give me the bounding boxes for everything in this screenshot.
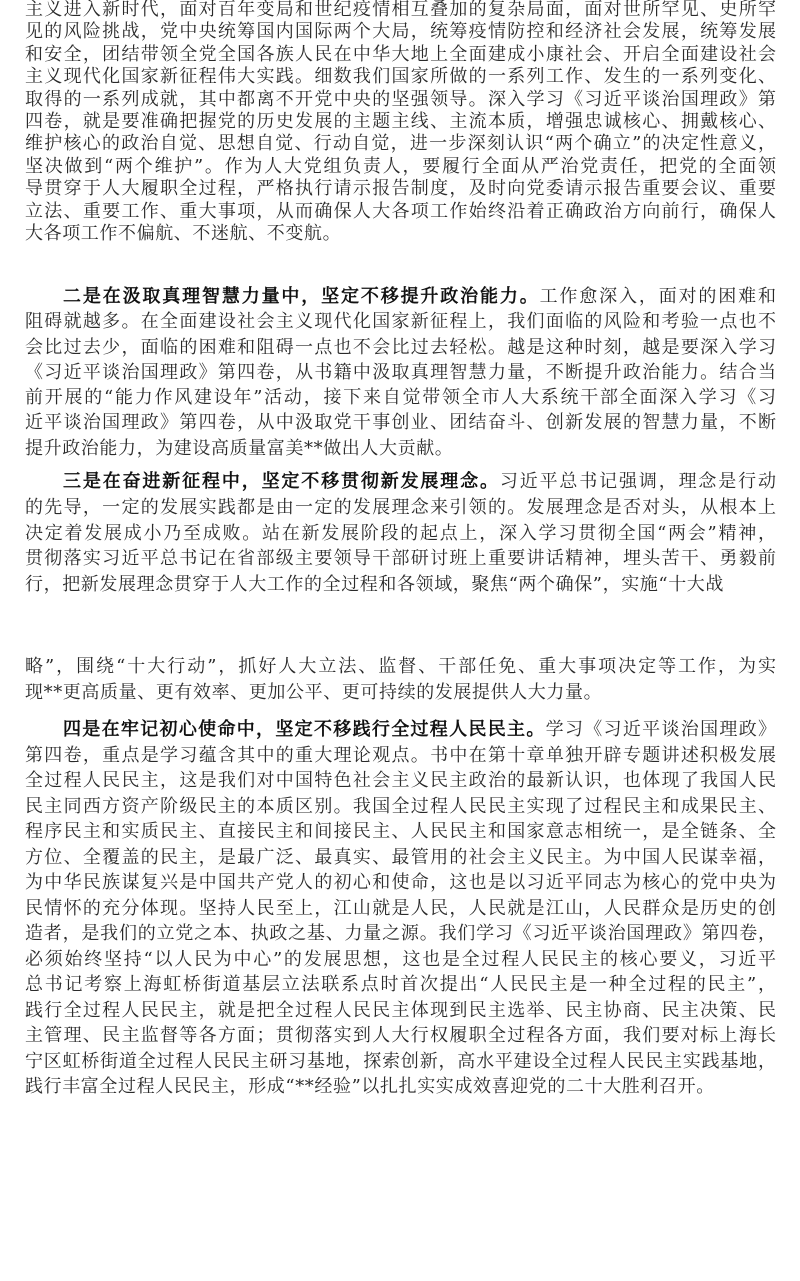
body-text: 民情怀的充分体现。坚持人民至上，江山就是人民，人民就是江山，人民群众是历史的创 — [25, 897, 776, 919]
text-line — [25, 521, 776, 547]
text-line — [25, 546, 776, 572]
paragraph-new-development-continued — [25, 654, 776, 705]
text-line — [25, 998, 776, 1024]
body-text: 主管理、民主监督等各方面；贯彻落实到人大行权履职全过程各方面，我们要对标上海长 — [25, 1025, 776, 1046]
body-text: 决定着发展成小乃至成败。站在新发展阶段的起点上，深入学习贯彻全国“两会”精神， — [25, 522, 776, 544]
text-line — [25, 1074, 776, 1100]
body-text: 大各项工作不偏航、不迷航、不变航。 — [25, 222, 342, 244]
text-line — [25, 845, 776, 871]
text-line — [63, 717, 776, 743]
body-text: 和安全，团结带领全党全国各族人民在中华大地上全面建成小康社会、开启全面建设社会 — [25, 43, 776, 65]
body-text: 主义现代化国家新征程伟大实践。细数我们国家所做的一系列工作、发生的一系列变化、 — [25, 66, 776, 88]
body-text: 立法、重要工作、重大事项，从而确保人大各项工作始终沿着正确政治方向前行，确保人 — [25, 200, 776, 222]
text-line — [25, 89, 776, 111]
body-text: 必须始终坚持“以人民为中心”的发展思想，这也是全过程人民民主的核心要义，习近平 — [25, 948, 776, 970]
text-line — [25, 947, 776, 973]
body-text: 造者，是我们的立党之本、执政之基、力量之源。我们学习《习近平谈治国理政》第四卷， — [25, 923, 776, 944]
text-line — [25, 768, 776, 794]
body-text: 贯彻落实习近平总书记在省部级主要领导干部研讨班上重要讲话精神，埋头苦干、勇毅前 — [25, 548, 776, 570]
body-text: 总书记考察上海虹桥街道基层立法联系点时首次提出“人民民主是一种全过程的民主”， — [25, 974, 776, 995]
text-line — [25, 156, 776, 178]
body-text: 主义进入新时代，面对百年变局和世纪疫情相互叠加的复杂局面，面对世所罕见、史所罕 — [25, 0, 776, 20]
body-text: 程序民主和实质民主、直接民主和间接民主、人民民主和国家意志相统一，是全链条、全 — [25, 821, 776, 842]
paragraph-continuation — [25, 0, 776, 245]
text-line — [25, 410, 776, 435]
text-line — [25, 680, 776, 706]
text-line — [25, 133, 776, 155]
text-line — [25, 870, 776, 896]
bold-heading-text: 四是在牢记初心使命中，坚定不移践行全过程人民民主。 — [63, 719, 546, 740]
text-line — [25, 44, 776, 66]
text-line — [63, 469, 776, 495]
body-text: 近平谈治国理政》第四卷，从中汲取党干事创业、团结奋斗、创新发展的智慧力量，不断 — [25, 412, 776, 434]
body-text: 略”，围绕“十大行动”，抓好人大立法、监督、干部任免、重大事项决定等工作，为实 — [25, 656, 776, 677]
text-line — [25, 921, 776, 947]
text-line — [25, 819, 776, 845]
text-line — [25, 743, 776, 769]
text-line — [25, 654, 776, 680]
body-text: 取得的一系列成就，其中都离不开党中央的坚强领导。深入学习《习近平谈治国理政》第 — [25, 88, 776, 110]
body-text: 见的风险挑战，党中央统筹国内国际两个大局，统筹疫情防控和经济社会发展，统筹发展 — [25, 21, 776, 43]
body-text: 阻碍就越多。在全面建设社会主义现代化国家新征程上，我们面临的风险和考验一点也不 — [25, 311, 776, 333]
text-line — [25, 794, 776, 820]
text-line — [25, 436, 776, 461]
paragraph-political-ability — [25, 284, 776, 461]
body-text: 现**更高质量、更有效率、更加公平、更可持续的发展提供人大力量。 — [25, 681, 603, 703]
text-line — [25, 896, 776, 922]
text-line — [25, 385, 776, 410]
body-text: 第四卷，重点是学习蕴含其中的重大理论观点。书中在第十章单独开辟专题讲述积极发展 — [25, 744, 776, 766]
body-text: 提升政治能力，为建设高质量富美**做出人大贡献。 — [25, 437, 454, 459]
body-text: 宁区虹桥街道全过程人民民主研习基地，探索创新，高水平建设全过程人民民主实践基地， — [25, 1050, 776, 1072]
text-line — [25, 495, 776, 521]
text-line — [25, 972, 776, 998]
text-line — [25, 201, 776, 223]
paragraph-peoples-democracy — [25, 717, 776, 1100]
body-text: 坚决做到“两个维护”。作为人大党组负责人，要履行全面从严治党责任，把党的全面领 — [25, 155, 776, 177]
body-text: 践行丰富全过程人民民主，形成“**经验”以扎扎实实成效喜迎党的二十大胜利召开。 — [25, 1076, 715, 1097]
text-line — [25, 1023, 776, 1049]
text-line — [25, 335, 776, 360]
body-text: 导贯穿于人大履职全过程，严格执行请示报告制度，及时向党委请示报告重要会议、重要 — [25, 178, 776, 200]
body-text: 行，把新发展理念贯穿于人大工作的全过程和各领域，聚焦“两个确保”，实施“十大战 — [25, 574, 725, 596]
body-text: 会比过去少，面临的困难和阻碍一点也不会比过去轻松。越是这种时刻，越是要深入学习 — [25, 336, 776, 358]
text-line — [25, 0, 776, 21]
text-line — [25, 572, 776, 598]
body-text: 工作愈深入，面对的困难和 — [539, 286, 777, 307]
body-text: 习近平总书记强调，理念是行动 — [499, 471, 777, 492]
paragraph-new-development — [25, 469, 776, 598]
text-line — [25, 178, 776, 200]
body-text: 民主同西方资产阶级民主的本质区别。我国全过程人民民主实现了过程民主和成果民主、 — [25, 795, 776, 817]
text-line — [25, 360, 776, 385]
text-line — [63, 284, 776, 309]
body-text: 四卷，就是要准确把握党的历史发展的主题主线、主流本质，增强忠诚核心、拥戴核心、 — [25, 110, 776, 132]
body-text: 为中华民族谋复兴是中国共产党人的初心和使命，这也是以习近平同志为核心的党中央为 — [25, 872, 776, 893]
text-line — [25, 66, 776, 88]
body-text: 方位、全覆盖的民主，是最广泛、最真实、最管用的社会主义民主。为中国人民谋幸福， — [25, 846, 776, 868]
text-line — [25, 111, 776, 133]
bold-heading-text: 二是在汲取真理智慧力量中，坚定不移提升政治能力。 — [63, 286, 540, 307]
body-text: 践行全过程人民民主，就是把全过程人民民主体现到民主选举、民主协商、民主决策、民 — [25, 999, 776, 1021]
bold-heading-text: 三是在奋进新征程中，坚定不移贯彻新发展理念。 — [63, 471, 500, 492]
body-text: 学习《习近平谈治国理政》 — [545, 719, 777, 740]
body-text: 全过程人民民主，这是我们对中国特色社会主义民主政治的最新认识，也体现了我国人民 — [25, 770, 776, 791]
text-line — [25, 21, 776, 43]
body-text: 前开展的“能力作风建设年”活动，接下来自觉带领全市人大系统干部全面深入学习《习 — [25, 387, 776, 409]
text-line — [25, 1049, 776, 1075]
body-text: 《习近平谈治国理政》第四卷，从书籍中汲取真理智慧力量，不断提升政治能力。结合当 — [25, 361, 776, 383]
text-line — [25, 223, 776, 245]
body-text: 维护核心的政治自觉、思想自觉、行动自觉，进一步深刻认识“两个确立”的决定性意义， — [25, 133, 776, 155]
text-line — [25, 309, 776, 334]
body-text: 的先导，一定的发展实践都是由一定的发展理念来引领的。发展理念是否对头，从根本上 — [25, 496, 776, 518]
